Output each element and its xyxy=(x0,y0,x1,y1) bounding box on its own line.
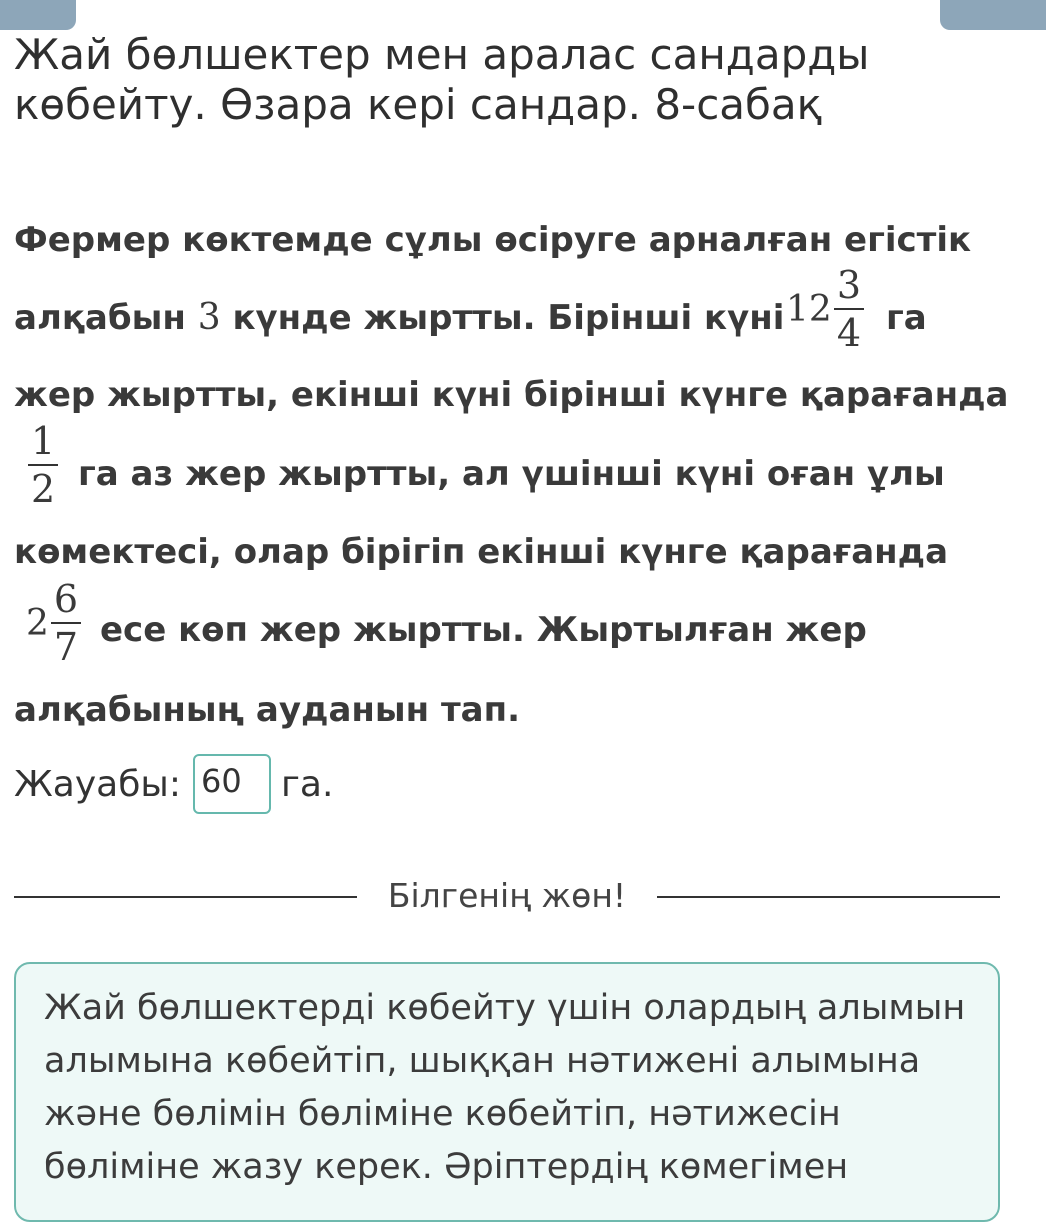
diff-fraction xyxy=(26,421,58,509)
problem-line-3: жер жыртты, екінші күні бірінші күнге қарағанда xyxy=(14,375,1009,415)
problem-line-5: көмектесі, олар бірігіп екінші күнге қарағанда xyxy=(14,532,949,572)
title-line-2: көбейту. Өзара кері сандар. 8-сабақ xyxy=(14,80,823,129)
problem-text-segment: күнде жыртты. Бірінші күні xyxy=(232,298,785,338)
section-divider xyxy=(14,876,1000,916)
factor-fraction xyxy=(51,579,81,667)
days-number: 3 xyxy=(197,297,221,338)
problem-line-1: Фермер көктемде сұлы өсіруге арналған егістік xyxy=(14,220,972,260)
divider-rule-left xyxy=(14,896,357,898)
factor-mixed-number xyxy=(26,579,81,667)
answer-input[interactable]: 60 xyxy=(193,754,271,814)
factor-numerator: 6 xyxy=(53,577,79,621)
fraction-bar xyxy=(51,622,81,624)
diff-numerator: 1 xyxy=(31,419,56,463)
answer-label: Жауабы: xyxy=(14,763,181,805)
day1-whole: 12 xyxy=(786,288,832,330)
unit-ga: га xyxy=(886,298,927,338)
factor-denominator: 7 xyxy=(53,625,79,669)
problem-text-segment: алқабын xyxy=(14,298,186,338)
hint-box xyxy=(14,962,1000,1222)
hint-line: алымына көбейтіп, шыққан нәтижені алымына xyxy=(44,1041,921,1081)
answer-unit: га. xyxy=(280,763,334,805)
day1-numerator: 3 xyxy=(836,263,861,307)
hint-line: Жай бөлшектерді көбейту үшін олардың алымын xyxy=(44,988,966,1028)
fraction-bar xyxy=(834,308,864,310)
problem-line-4: га аз жер жыртты, ал үшінші күні оған ұлы xyxy=(78,454,945,494)
divider-label: Білгенің жөн! xyxy=(387,876,627,915)
diff-denominator: 2 xyxy=(31,467,56,511)
day1-denominator: 4 xyxy=(836,311,861,355)
title-line-1: Жай бөлшектер мен аралас сандарды xyxy=(14,30,870,79)
diff-fraction-body xyxy=(28,421,58,509)
divider-rule-right xyxy=(657,896,1000,898)
hint-line: және бөлімін бөліміне көбейтіп, нәтижесін xyxy=(44,1094,841,1134)
day1-fraction xyxy=(834,265,864,353)
menu-tab[interactable] xyxy=(940,0,1046,30)
lesson-title xyxy=(14,30,1024,130)
problem-line-6: есе көп жер жыртты. Жыртылған жер xyxy=(100,610,867,650)
back-tab[interactable] xyxy=(0,0,76,30)
answer-row xyxy=(14,752,333,816)
day1-mixed-number xyxy=(786,265,864,353)
problem-line-7: алқабының ауданын тап. xyxy=(14,690,521,730)
hint-line: бөліміне жазу керек. Әріптердің көмегімен xyxy=(44,1147,849,1187)
problem-line-2 xyxy=(14,293,784,343)
factor-whole: 2 xyxy=(26,602,49,644)
fraction-bar xyxy=(28,464,58,466)
